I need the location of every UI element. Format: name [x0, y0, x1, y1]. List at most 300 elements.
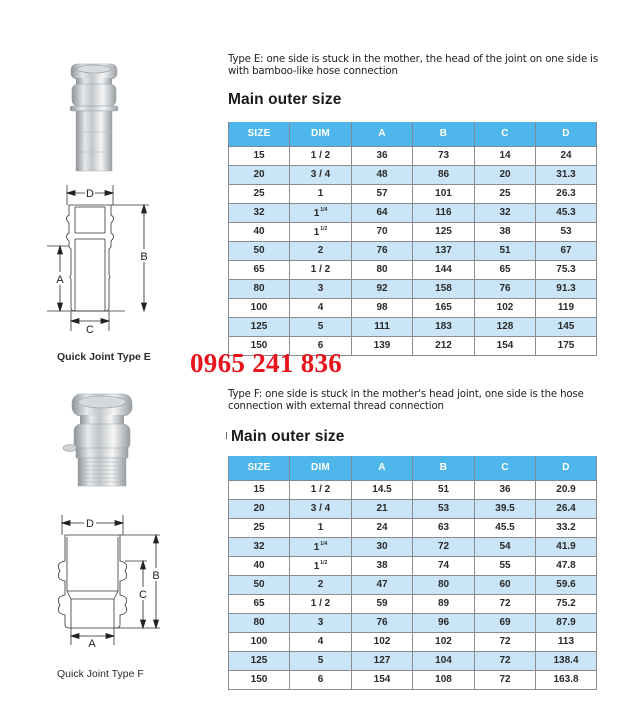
- cell-dim-value: 6: [317, 674, 324, 685]
- cell-a: [352, 222, 413, 241]
- cell-c-value: 72: [499, 655, 511, 666]
- cell-b: [413, 279, 475, 298]
- type-f-description-line2: connection with external thread connection: [228, 401, 444, 412]
- dim-fraction: 1/2: [320, 559, 328, 566]
- cell-dim: [290, 613, 352, 632]
- cell-dim-value: 3: [317, 283, 324, 294]
- cell-a: [352, 518, 413, 537]
- cell-b: [413, 203, 475, 222]
- col-header-a: A: [352, 122, 413, 146]
- cell-d-value: 41.9: [556, 541, 576, 552]
- cell-c: [475, 632, 536, 651]
- type-e-description: [228, 54, 608, 78]
- cell-dim-value: 2: [317, 245, 324, 256]
- cell-d: [536, 146, 597, 165]
- cell-dim-value: 4: [317, 636, 324, 647]
- cell-d-value: 24: [560, 150, 572, 161]
- cell-size-value: 50: [253, 245, 265, 256]
- cell-dim: [290, 317, 352, 336]
- cell-d: [536, 556, 597, 575]
- cell-c-value: 60: [499, 579, 511, 590]
- cell-size-value: 32: [253, 541, 265, 552]
- cell-b: [413, 146, 475, 165]
- cell-d: [536, 336, 597, 355]
- cell-size-value: 125: [250, 321, 268, 332]
- table-header-row: [229, 456, 597, 480]
- cell-dim-value: 1: [313, 541, 320, 553]
- cell-size: [229, 499, 290, 518]
- table-row: [229, 480, 597, 499]
- cell-size-value: 150: [250, 340, 268, 351]
- cell-b: [413, 518, 475, 537]
- cell-d-value: 175: [557, 340, 575, 351]
- cell-d: [536, 184, 597, 203]
- cell-a: [352, 317, 413, 336]
- cell-b-value: 165: [435, 302, 452, 313]
- cell-b: [413, 556, 475, 575]
- cell-c-value: 72: [499, 674, 511, 685]
- cell-size: [229, 670, 290, 689]
- cell-dim: [290, 537, 352, 556]
- cell-dim: [290, 594, 352, 613]
- cell-a: [352, 651, 413, 670]
- cell-d: [536, 537, 597, 556]
- cell-b: [413, 336, 475, 355]
- cell-a-value: 139: [373, 340, 391, 351]
- cell-size-value: 25: [253, 522, 265, 533]
- type-e-caption: Quick Joint Type E: [57, 351, 151, 363]
- cell-b: [413, 241, 475, 260]
- cell-b-value: 116: [435, 207, 452, 218]
- cell-dim-value: 4: [317, 302, 324, 313]
- cell-dim: [290, 298, 352, 317]
- type-f-description: [228, 389, 608, 413]
- cell-a: [352, 298, 413, 317]
- cell-a-value: 59: [376, 598, 388, 609]
- cell-dim: [290, 203, 352, 222]
- cell-b: [413, 632, 475, 651]
- cell-size: [229, 203, 290, 222]
- cell-c-value: 72: [499, 598, 511, 609]
- cell-b: [413, 184, 475, 203]
- cell-d: [536, 499, 597, 518]
- cell-size: [229, 222, 290, 241]
- cell-size-value: 80: [253, 283, 265, 294]
- cell-dim: [290, 260, 352, 279]
- cell-d: [536, 260, 597, 279]
- cell-c-value: 45.5: [495, 522, 515, 533]
- table-row: [229, 499, 597, 518]
- cell-dim-value: 3 / 4: [310, 169, 331, 180]
- cell-a-value: 30: [376, 541, 388, 552]
- cell-dim-value: 1: [317, 522, 324, 533]
- cell-b: [413, 594, 475, 613]
- table-row: [229, 537, 597, 556]
- cell-d: [536, 222, 597, 241]
- cell-d: [536, 165, 597, 184]
- cell-size: [229, 556, 290, 575]
- cell-a-value: 38: [376, 560, 388, 571]
- cell-d-value: 163.8: [553, 674, 579, 685]
- cell-a: [352, 336, 413, 355]
- cell-c: [475, 317, 536, 336]
- col-header-b: B: [413, 456, 475, 480]
- cell-size-value: 100: [250, 636, 268, 647]
- cell-a: [352, 279, 413, 298]
- col-header-d: D: [536, 456, 597, 480]
- cell-size-value: 32: [253, 207, 265, 218]
- cell-c: [475, 480, 536, 499]
- cell-a-value: 64: [376, 207, 388, 218]
- cell-d-value: 26.3: [556, 188, 576, 199]
- cell-a-value: 76: [376, 245, 388, 256]
- table-header-row: [229, 122, 597, 146]
- cell-c: [475, 165, 536, 184]
- col-header-size: SIZE: [229, 456, 290, 480]
- cell-a: [352, 203, 413, 222]
- cell-size-value: 15: [253, 150, 265, 161]
- cell-dim-value: 6: [317, 340, 324, 351]
- dim-fraction: 1/2: [320, 225, 328, 232]
- cell-c-value: 25: [499, 188, 511, 199]
- cell-a: [352, 575, 413, 594]
- type-e-product-photo: [66, 62, 136, 174]
- cell-dim: [290, 184, 352, 203]
- cell-d: [536, 279, 597, 298]
- cell-size-value: 15: [253, 484, 265, 495]
- cell-size-value: 100: [250, 302, 268, 313]
- type-e-description-line1: Type E: one side is stuck in the mother, the head of the joint on one side is: [228, 54, 598, 65]
- cell-dim: [290, 575, 352, 594]
- cell-size: [229, 241, 290, 260]
- cell-b: [413, 651, 475, 670]
- cell-size: [229, 613, 290, 632]
- cell-d-value: 20.9: [556, 484, 576, 495]
- cell-size: [229, 279, 290, 298]
- cell-dim-value: 1 / 2: [310, 264, 331, 275]
- cell-a: [352, 480, 413, 499]
- table-row: [229, 518, 597, 537]
- cell-dim: [290, 670, 352, 689]
- cell-a-value: 14.5: [372, 484, 392, 495]
- label-d: D: [86, 518, 94, 530]
- table-row: [229, 632, 597, 651]
- cell-size-value: 20: [253, 503, 265, 514]
- cell-d: [536, 317, 597, 336]
- cell-c: [475, 279, 536, 298]
- cell-d-value: 119: [557, 302, 575, 313]
- cell-size: [229, 165, 290, 184]
- type-f-section-title: Main outer size: [231, 428, 345, 445]
- col-header-c: C: [475, 122, 536, 146]
- cell-b-value: 183: [435, 321, 452, 332]
- cell-c-value: 36: [499, 484, 511, 495]
- cell-size: [229, 317, 290, 336]
- cell-d: [536, 670, 597, 689]
- cell-c-value: 51: [499, 245, 511, 256]
- cell-d: [536, 518, 597, 537]
- col-header-a: A: [352, 456, 413, 480]
- cell-c: [475, 670, 536, 689]
- type-e-description-line2: with bamboo-like hose connection: [228, 66, 398, 77]
- cell-b: [413, 575, 475, 594]
- dim-fraction: 1/4: [320, 540, 328, 547]
- table-row: [229, 279, 597, 298]
- cell-size: [229, 184, 290, 203]
- cell-b-value: 102: [435, 636, 452, 647]
- cell-dim-value: 1: [317, 188, 324, 199]
- cell-b-value: 108: [435, 674, 452, 685]
- cell-c-value: 32: [499, 207, 511, 218]
- cell-b-value: 51: [437, 484, 450, 495]
- cell-dim-value: 1: [313, 207, 320, 219]
- table-row: [229, 298, 597, 317]
- cell-size: [229, 575, 290, 594]
- label-a: A: [56, 274, 64, 286]
- cell-dim: [290, 480, 352, 499]
- col-header-size: SIZE: [229, 122, 290, 146]
- cell-d-value: 67: [560, 245, 572, 256]
- type-f-size-table: [228, 456, 597, 690]
- cell-dim: [290, 222, 352, 241]
- cell-dim-value: 2: [317, 579, 324, 590]
- cell-dim-value: 3: [317, 617, 324, 628]
- table-row: [229, 594, 597, 613]
- cell-dim: [290, 499, 352, 518]
- cell-size-value: 80: [253, 617, 265, 628]
- cell-c-value: 65: [499, 264, 511, 275]
- cell-a-value: 111: [374, 321, 390, 332]
- cell-dim: [290, 165, 352, 184]
- cell-a-value: 24: [376, 522, 388, 533]
- col-header-dim: DIM: [290, 456, 352, 480]
- cell-b-value: 101: [435, 188, 452, 199]
- cell-size-value: 150: [250, 674, 268, 685]
- cell-dim-value: 5: [317, 655, 324, 666]
- label-a: A: [88, 638, 96, 648]
- cell-size-value: 65: [253, 598, 265, 609]
- cell-c-value: 38: [499, 226, 511, 237]
- cell-dim-value: 5: [317, 321, 324, 332]
- label-d: D: [86, 188, 94, 200]
- cell-d-value: 59.6: [556, 579, 576, 590]
- cell-d-value: 75.2: [556, 598, 576, 609]
- cell-d-value: 33.2: [556, 522, 576, 533]
- cell-dim: [290, 556, 352, 575]
- cell-c: [475, 651, 536, 670]
- cell-d-value: 75.3: [556, 264, 576, 275]
- cell-c: [475, 499, 536, 518]
- cell-size: [229, 146, 290, 165]
- cell-d: [536, 480, 597, 499]
- cell-dim-value: 1: [313, 560, 320, 572]
- col-header-b: B: [413, 122, 475, 146]
- col-header-c: C: [475, 456, 536, 480]
- cell-b: [413, 499, 475, 518]
- cell-c: [475, 146, 536, 165]
- type-e-size-table: [228, 122, 597, 356]
- cell-c: [475, 537, 536, 556]
- cell-d-value: 91.3: [556, 283, 576, 294]
- cell-size-value: 125: [250, 655, 268, 666]
- cell-a-value: 47: [376, 579, 388, 590]
- cell-b-value: 212: [435, 340, 452, 351]
- table-row: [229, 146, 597, 165]
- cell-dim: [290, 146, 352, 165]
- cell-a-value: 48: [376, 169, 388, 180]
- cell-c-value: 54: [499, 541, 511, 552]
- cell-b-value: 74: [437, 560, 450, 571]
- type-f-caption: Quick Joint Type F: [57, 668, 144, 680]
- cell-d-value: 47.8: [556, 560, 576, 571]
- cell-a: [352, 613, 413, 632]
- cell-a-value: 76: [376, 617, 388, 628]
- cell-c-value: 102: [496, 302, 514, 313]
- cell-c: [475, 184, 536, 203]
- cell-size: [229, 298, 290, 317]
- cell-d-value: 113: [557, 636, 575, 647]
- cell-b: [413, 613, 475, 632]
- cell-b: [413, 165, 475, 184]
- cell-c-value: 72: [499, 636, 511, 647]
- cell-d-value: 45.3: [556, 207, 576, 218]
- cell-dim-value: 3 / 4: [310, 503, 331, 514]
- cell-size: [229, 632, 290, 651]
- col-header-dim: DIM: [290, 122, 352, 146]
- table-row: [229, 241, 597, 260]
- cell-a: [352, 632, 413, 651]
- cell-c: [475, 613, 536, 632]
- cell-d-value: 138.4: [553, 655, 579, 666]
- table-row: [229, 165, 597, 184]
- cell-a: [352, 146, 413, 165]
- cell-c: [475, 260, 536, 279]
- cell-size-value: 50: [253, 579, 265, 590]
- cell-c-value: 154: [496, 340, 514, 351]
- cell-b-value: 73: [437, 150, 450, 161]
- cell-d: [536, 575, 597, 594]
- table-row: [229, 651, 597, 670]
- cell-a-value: 127: [373, 655, 391, 666]
- type-e-section-title: Main outer size: [228, 91, 342, 108]
- phone-number: 0965 241 836: [190, 348, 343, 378]
- cell-size: [229, 537, 290, 556]
- cell-c: [475, 594, 536, 613]
- cell-a: [352, 184, 413, 203]
- cell-a-value: 92: [376, 283, 388, 294]
- cell-d-value: 31.3: [556, 169, 576, 180]
- col-header-d: D: [536, 122, 597, 146]
- cell-d-value: 53: [560, 226, 572, 237]
- label-c: C: [86, 324, 94, 333]
- cell-b-value: 137: [435, 245, 452, 256]
- cell-a: [352, 260, 413, 279]
- cell-d: [536, 298, 597, 317]
- cell-b-value: 89: [437, 598, 450, 609]
- cell-d-value: 145: [557, 321, 575, 332]
- cell-dim-value: 1 / 2: [310, 150, 331, 161]
- cell-b-value: 104: [435, 655, 452, 666]
- cell-c: [475, 575, 536, 594]
- cell-b: [413, 670, 475, 689]
- cell-b-value: 63: [437, 522, 450, 533]
- cell-b: [413, 480, 475, 499]
- cell-d: [536, 203, 597, 222]
- cell-dim: [290, 518, 352, 537]
- cell-d: [536, 241, 597, 260]
- cell-b: [413, 537, 475, 556]
- cell-size-value: 40: [253, 226, 265, 237]
- cell-b-value: 72: [437, 541, 450, 552]
- cell-b-value: 125: [435, 226, 452, 237]
- table-row: [229, 222, 597, 241]
- table-row: [229, 556, 597, 575]
- cell-c-value: 14: [499, 150, 511, 161]
- cell-c-value: 20: [499, 169, 511, 180]
- cell-b-value: 86: [437, 169, 450, 180]
- cell-size-value: 25: [253, 188, 265, 199]
- type-f-product-photo: [58, 390, 148, 490]
- cell-a-value: 21: [376, 503, 388, 514]
- cell-a-value: 154: [373, 674, 391, 685]
- cell-c-value: 69: [499, 617, 511, 628]
- cell-a-value: 98: [376, 302, 388, 313]
- table-row: [229, 203, 597, 222]
- cell-a: [352, 594, 413, 613]
- type-e-dimension-drawing: [45, 183, 155, 333]
- cell-size-value: 20: [253, 169, 265, 180]
- cell-a: [352, 241, 413, 260]
- cell-c-value: 55: [499, 560, 511, 571]
- cell-c: [475, 203, 536, 222]
- tick-mark: [226, 432, 227, 439]
- cell-c: [475, 518, 536, 537]
- table-row: [229, 575, 597, 594]
- cell-b-value: 144: [435, 264, 452, 275]
- cell-d: [536, 632, 597, 651]
- cell-d: [536, 613, 597, 632]
- cell-d-value: 26.4: [556, 503, 576, 514]
- cell-c: [475, 241, 536, 260]
- label-b: B: [152, 570, 160, 582]
- cell-dim: [290, 651, 352, 670]
- cell-d: [536, 594, 597, 613]
- cell-b: [413, 260, 475, 279]
- cell-size: [229, 480, 290, 499]
- cell-c-value: 39.5: [495, 503, 515, 514]
- cell-size-value: 40: [253, 560, 265, 571]
- cell-dim: [290, 279, 352, 298]
- cell-a-value: 80: [376, 264, 388, 275]
- cell-a: [352, 670, 413, 689]
- cell-d: [536, 651, 597, 670]
- cell-b: [413, 317, 475, 336]
- cell-a-value: 57: [376, 188, 388, 199]
- cell-dim-value: 1: [313, 226, 320, 238]
- cell-c-value: 76: [499, 283, 511, 294]
- label-b: B: [140, 251, 148, 263]
- cell-b-value: 53: [437, 503, 450, 514]
- cell-b: [413, 298, 475, 317]
- cell-b-value: 158: [435, 283, 452, 294]
- cell-size: [229, 260, 290, 279]
- type-f-description-line1: Type F: one side is stuck in the mother's head joint, one side is the hose: [228, 389, 584, 400]
- label-c: C: [139, 589, 147, 601]
- table-row: [229, 317, 597, 336]
- type-f-dimension-drawing: [45, 513, 165, 648]
- cell-c: [475, 222, 536, 241]
- cell-a-value: 102: [373, 636, 391, 647]
